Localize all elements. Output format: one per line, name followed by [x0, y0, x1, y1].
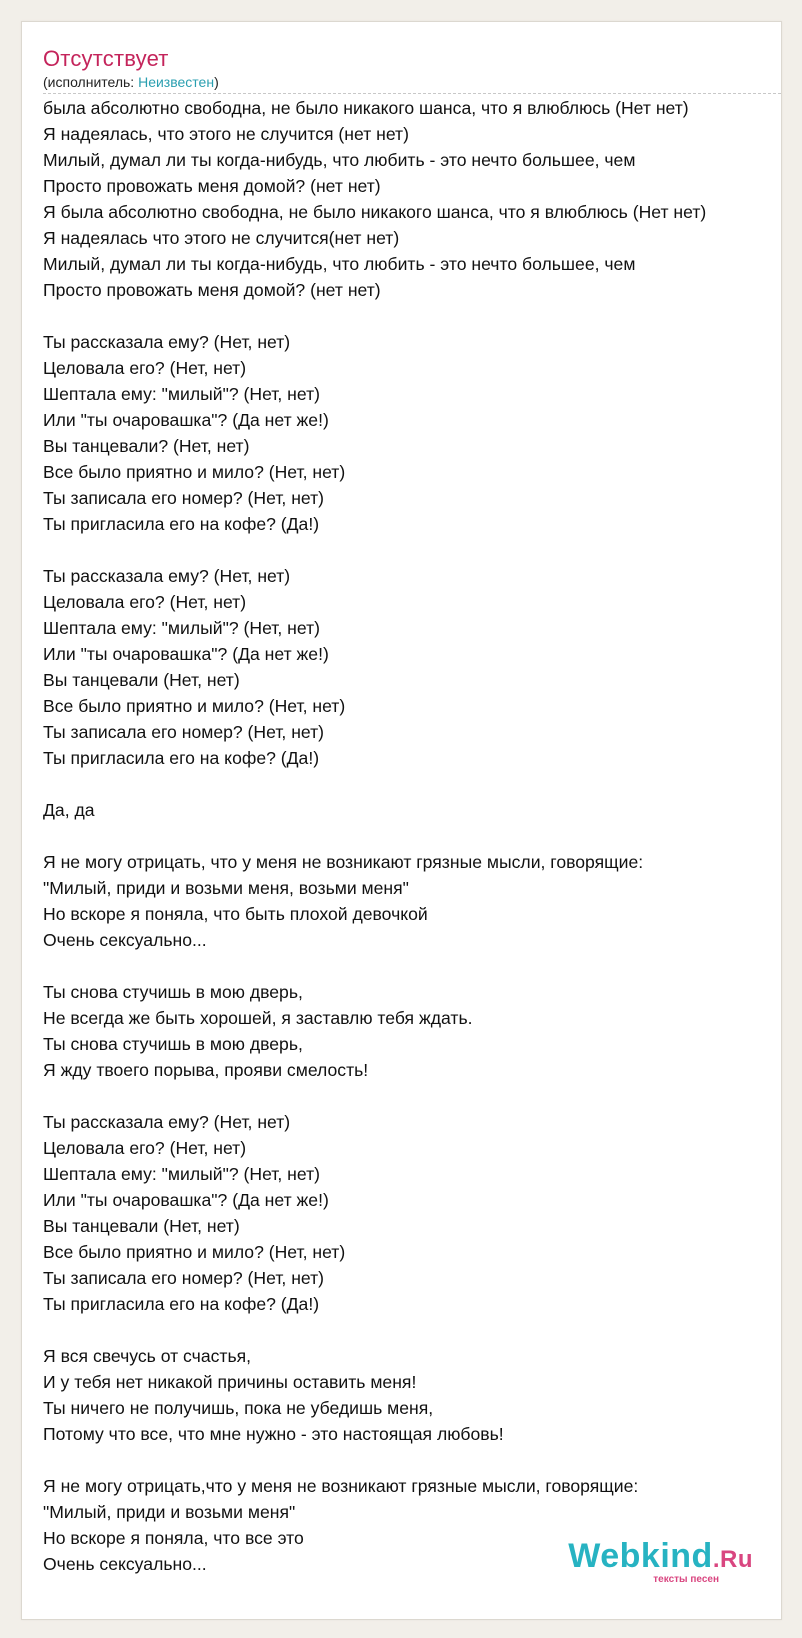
lyric-line: Вы танцевали (Нет, нет) — [43, 1216, 240, 1236]
lyric-line: Целовала его? (Нет, нет) — [43, 1138, 247, 1158]
lyric-line: Ты снова стучишь в мою дверь, — [43, 982, 303, 1002]
lyric-line: Милый, думал ли ты когда-нибудь, что любить - это нечто большее, чем — [43, 254, 636, 274]
blank-line — [43, 1083, 782, 1109]
performer-line — [43, 74, 219, 90]
lyric-line: Шептала ему: "милый"? (Нет, нет) — [43, 1164, 320, 1184]
site-watermark — [568, 1538, 753, 1585]
artist-link[interactable]: Неизвестен — [138, 74, 215, 90]
lyric-line: Я не могу отрицать, что у меня не возникают грязные мысли, говорящие: — [43, 852, 644, 872]
lyric-line: Я надеялась, что этого не случится (нет нет) — [43, 124, 409, 144]
lyric-line: Просто провожать меня домой? (нет нет) — [43, 176, 381, 196]
lyric-line: Ты записала его номер? (Нет, нет) — [43, 488, 325, 508]
watermark-tagline: тексты песен — [653, 1574, 719, 1585]
lyric-line: Я была абсолютно свободна, не было никакого шанса, что я влюблюсь (Нет нет) — [43, 202, 707, 222]
lyric-line: Ты снова стучишь в мою дверь, — [43, 1034, 303, 1054]
lyric-line: Ты рассказала ему? (Нет, нет) — [43, 1112, 291, 1132]
watermark-tld: .Ru — [712, 1546, 753, 1573]
watermark-brand: Webkind — [568, 1537, 713, 1575]
performer-prefix: (исполнитель: — [43, 74, 139, 90]
blank-line — [43, 1447, 782, 1473]
lyric-line: Очень сексуально... — [43, 930, 207, 950]
lyric-line: Вы танцевали (Нет, нет) — [43, 670, 240, 690]
watermark-logo — [568, 1538, 753, 1578]
lyric-line: Да, да — [43, 800, 95, 820]
lyric-line: Ты пригласила его на кофе? (Да!) — [43, 1294, 320, 1314]
lyric-line: Ты записала его номер? (Нет, нет) — [43, 722, 325, 742]
lyric-line: была абсолютно свободна, не было никакого шанса, что я влюблюсь (Нет нет) — [43, 98, 689, 118]
title-divider — [43, 93, 781, 94]
lyric-line: Но вскоре я поняла, что быть плохой девочкой — [43, 904, 428, 924]
blank-line — [43, 537, 782, 563]
lyric-line: Я надеялась что этого не случится(нет нет) — [43, 228, 400, 248]
blank-line — [43, 823, 782, 849]
lyric-line: Ты ничего не получишь, пока не убедишь меня, — [43, 1398, 434, 1418]
lyric-line: Потому что все, что мне нужно - это настоящая любовь! — [43, 1424, 504, 1444]
lyric-line: "Милый, приди и возьми меня" — [43, 1502, 296, 1522]
lyric-line: Я не могу отрицать,что у меня не возникают грязные мысли, говорящие: — [43, 1476, 639, 1496]
lyric-line: Ты рассказала ему? (Нет, нет) — [43, 332, 291, 352]
performer-suffix: ) — [214, 74, 219, 90]
lyric-line: Целовала его? (Нет, нет) — [43, 358, 247, 378]
lyric-line: Милый, думал ли ты когда-нибудь, что любить - это нечто большее, чем — [43, 150, 636, 170]
lyric-line: Ты пригласила его на кофе? (Да!) — [43, 748, 320, 768]
lyric-line: Все было приятно и мило? (Нет, нет) — [43, 1242, 346, 1262]
lyric-line: Целовала его? (Нет, нет) — [43, 592, 247, 612]
blank-line — [43, 953, 782, 979]
lyric-line: Шептала ему: "милый"? (Нет, нет) — [43, 384, 320, 404]
lyrics-text — [43, 95, 782, 1577]
lyric-line: Очень сексуально... — [43, 1554, 207, 1574]
lyric-line: Просто провожать меня домой? (нет нет) — [43, 280, 381, 300]
blank-line — [43, 1317, 782, 1343]
lyric-line: Или "ты очаровашка"? (Да нет же!) — [43, 644, 329, 664]
lyric-line: Я жду твоего порыва, прояви смелость! — [43, 1060, 369, 1080]
blank-line — [43, 771, 782, 797]
lyric-line: Не всегда же быть хорошей, я заставлю тебя ждать. — [43, 1008, 473, 1028]
lyric-line: "Милый, приди и возьми меня, возьми меня" — [43, 878, 409, 898]
lyric-line: Или "ты очаровашка"? (Да нет же!) — [43, 410, 329, 430]
lyric-line: Ты записала его номер? (Нет, нет) — [43, 1268, 325, 1288]
lyric-line: Вы танцевали? (Нет, нет) — [43, 436, 250, 456]
lyric-line: Все было приятно и мило? (Нет, нет) — [43, 696, 346, 716]
lyric-line: Я вся свечусь от счастья, — [43, 1346, 252, 1366]
lyric-line: И у тебя нет никакой причины оставить меня! — [43, 1372, 417, 1392]
blank-line — [43, 303, 782, 329]
song-title: Отсутствует — [43, 46, 169, 71]
lyric-line: Шептала ему: "милый"? (Нет, нет) — [43, 618, 320, 638]
lyric-line: Все было приятно и мило? (Нет, нет) — [43, 462, 346, 482]
lyric-line: Но вскоре я поняла, что все это — [43, 1528, 304, 1548]
lyric-line: Ты пригласила его на кофе? (Да!) — [43, 514, 320, 534]
lyric-line: Ты рассказала ему? (Нет, нет) — [43, 566, 291, 586]
lyric-line: Или "ты очаровашка"? (Да нет же!) — [43, 1190, 329, 1210]
lyrics-page — [21, 21, 782, 1620]
